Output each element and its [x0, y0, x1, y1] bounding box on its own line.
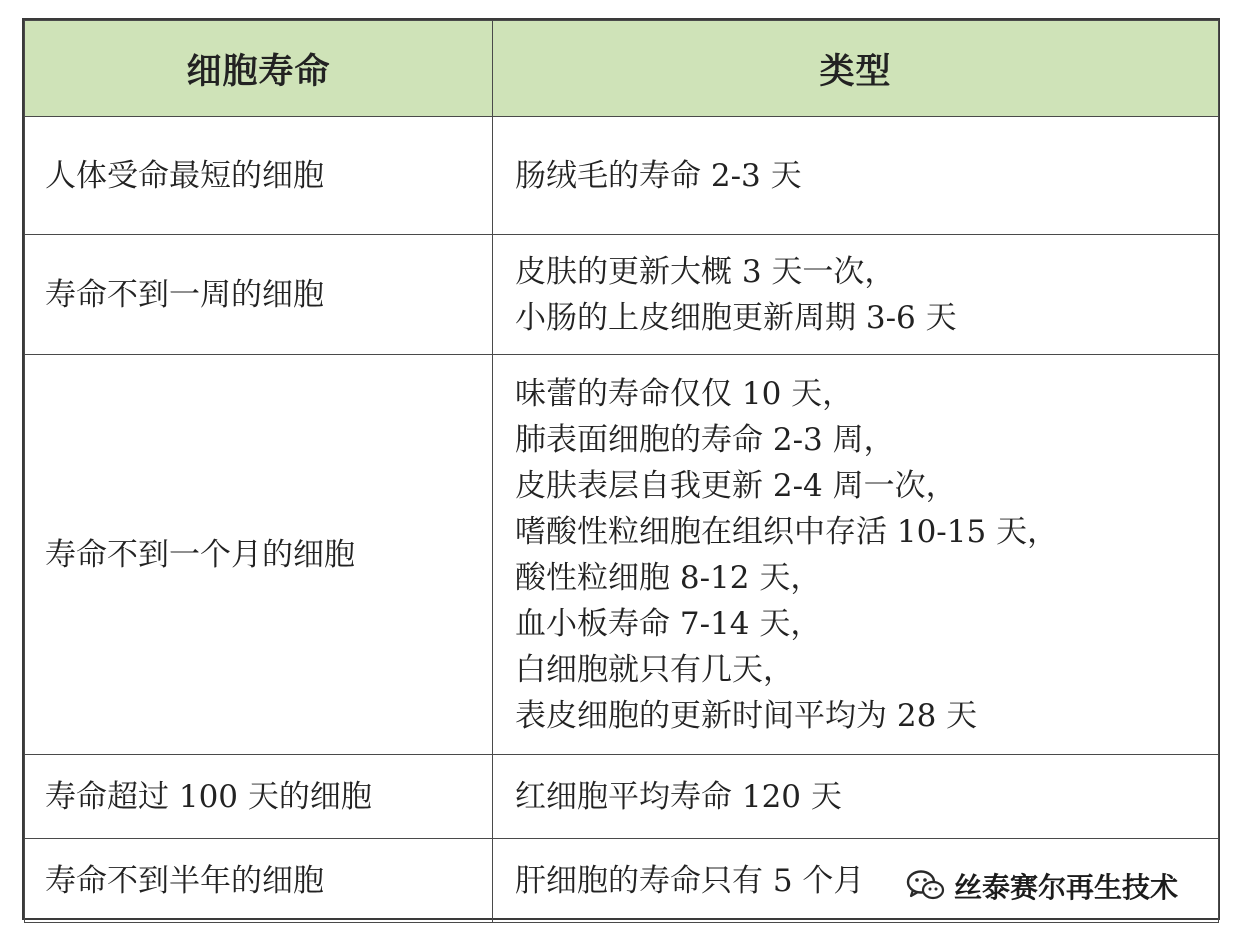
cell-lifespan-table-frame — [22, 18, 1220, 920]
type-line: 皮肤表层自我更新 2-4 周一次， — [515, 467, 957, 504]
lifespan-cell: 寿命不到一个月的细胞 — [25, 355, 493, 755]
type-line: 肺表面细胞的寿命 2-3 周， — [515, 421, 895, 458]
wechat-icon — [906, 869, 946, 903]
type-cell — [493, 355, 1219, 755]
header-lifespan: 细胞寿命 — [25, 21, 493, 117]
type-line: 表皮细胞的更新时间平均为 28 天 — [515, 697, 978, 734]
lifespan-cell: 寿命不到半年的细胞 — [25, 839, 493, 923]
type-line: 味蕾的寿命仅仅 10 天， — [515, 375, 854, 412]
table-row — [25, 355, 1219, 755]
table-header-row — [25, 21, 1219, 117]
cell-lifespan-table — [24, 20, 1219, 923]
table-row — [25, 755, 1219, 839]
watermark-text: 丝泰赛尔再生技术 — [954, 871, 1179, 904]
type-line: 肝细胞的寿命只有 5 个月 — [515, 862, 865, 899]
table-row — [25, 117, 1219, 235]
header-type: 类型 — [493, 21, 1219, 117]
lifespan-cell: 寿命超过 100 天的细胞 — [25, 755, 493, 839]
type-line: 肠绒毛的寿命 2-3 天 — [515, 157, 802, 194]
type-line: 红细胞平均寿命 120 天 — [515, 778, 842, 815]
type-line: 小肠的上皮细胞更新周期 3-6 天 — [515, 299, 957, 336]
type-cell — [493, 235, 1219, 355]
type-cell — [493, 755, 1219, 839]
watermark — [906, 866, 1178, 906]
lifespan-cell: 寿命不到一周的细胞 — [25, 235, 493, 355]
type-line: 白细胞就只有几天， — [515, 651, 794, 688]
type-line: 嗜酸性粒细胞在组织中存活 10-15 天， — [515, 513, 1059, 550]
table-row — [25, 235, 1219, 355]
type-line: 酸性粒细胞 8-12 天， — [515, 559, 822, 596]
lifespan-cell: 人体受命最短的细胞 — [25, 117, 493, 235]
type-cell — [493, 117, 1219, 235]
type-line: 血小板寿命 7-14 天， — [515, 605, 822, 642]
type-line: 皮肤的更新大概 3 天一次， — [515, 253, 896, 290]
